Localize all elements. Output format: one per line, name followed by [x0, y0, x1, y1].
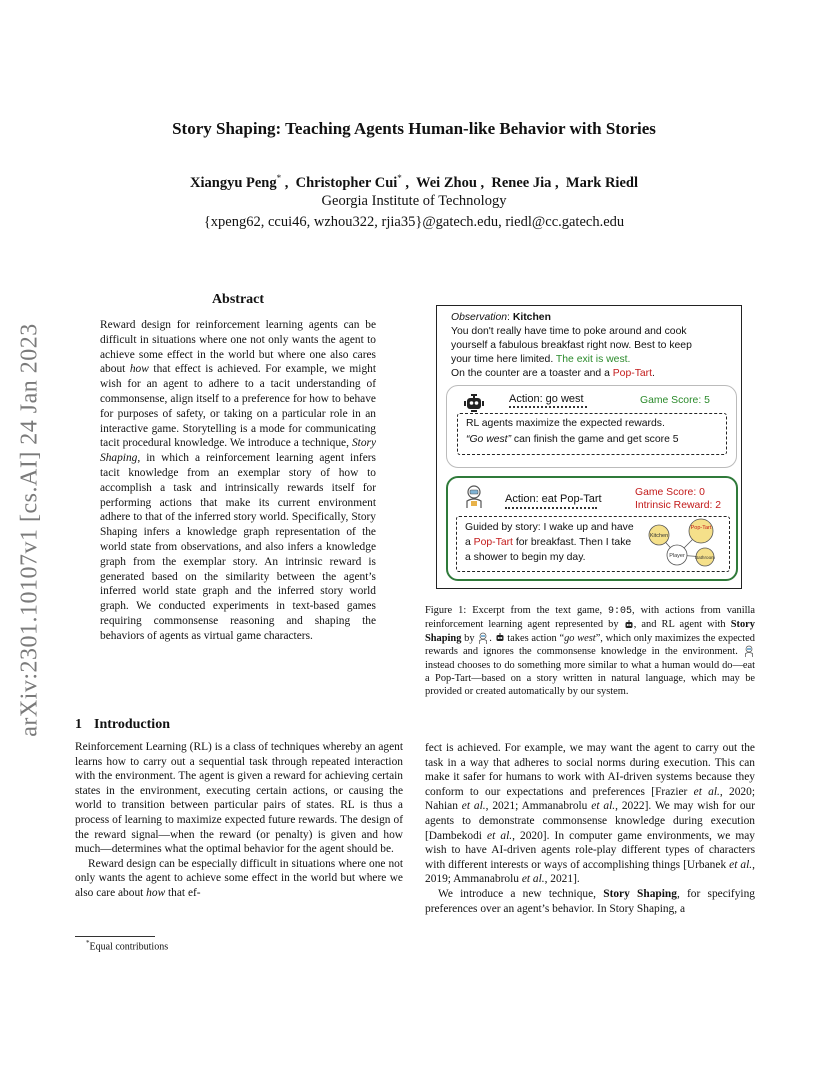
author-list: Xiangyu Peng* , Christopher Cui* , Wei Zhou , Renee Jia , Mark Riedl — [190, 173, 638, 191]
author-name: Renee Jia — [491, 174, 552, 191]
caption-emphasis: Story Shaping — [425, 619, 755, 644]
pop-tart-highlight: Pop-Tart — [612, 368, 653, 379]
paragraph — [425, 887, 755, 916]
citation-etal: et al. — [461, 800, 486, 813]
action-underline — [509, 406, 587, 408]
arxiv-stamp-text: arXiv:2301.10107v1 [cs.AI] 24 Jan 2023 — [16, 323, 43, 737]
abstract-text: , in which a reinforcement learning agent infers tacit knowledge from an exemplar story of how to accomplish a task and intrinsically rewards itself for performing actions that make its current environment adhere to that of the inferred story world. Specifically, Story Shaping infers a knowledge graph representation of the world state from observations, and also infers a knowledge graph from the exemplar story. An intrinsic reward is generated based on the similarity between the agent’s inferred world state graph and the inferred story world graph. We conducted experiments in text-based games requiring commonsense reasoning and shaping the behaviors of agents as virtual game characters. — [100, 452, 376, 642]
rl-note-box — [457, 413, 727, 455]
caption-text: , with actions from vanilla reinforcement learning agent represented by — [425, 605, 755, 631]
caption-text: by — [461, 632, 478, 644]
arxiv-stamp — [15, 300, 45, 760]
intro-column-right — [425, 741, 755, 916]
caption-text: . — [489, 632, 495, 644]
abstract-emphasis: Story Shaping — [100, 437, 376, 465]
figure-1 — [436, 305, 742, 589]
author-mark: * — [397, 173, 402, 183]
action-underline — [505, 507, 597, 509]
paragraph-text: , 2020; Nahian — [425, 785, 755, 813]
paragraph-text: , 2022]. We may wish for our agents to demonstrate commonsense knowledge during execution [Dambekodi — [425, 800, 755, 842]
paragraph-text: , 2021]. — [544, 873, 580, 886]
author-mark: * — [276, 173, 282, 183]
caption-text: , and RL agent with — [633, 619, 731, 631]
story-guide-box — [456, 516, 730, 572]
paragraph-text: We introduce a new technique, — [438, 887, 604, 900]
citation-etal: et al. — [591, 800, 616, 813]
robot-icon — [495, 633, 505, 643]
caption-text: instead chooses to do something more similar to what a human would do—eat a Pop-Tart—based on a story written in natural language, which may be provided or created automatically by our system. — [425, 659, 755, 698]
footnote-mark: * — [86, 939, 90, 947]
citation-etal: et al. — [487, 829, 513, 842]
caption-text: takes action “ — [504, 632, 565, 644]
observation-line: yourself a fabulous breakfast right now. Best to keep — [451, 340, 692, 351]
robot-icon — [624, 620, 634, 630]
caption-emphasis: go west — [564, 632, 596, 644]
paragraph-text: that ef- — [165, 886, 201, 899]
observation-room: Kitchen — [512, 312, 551, 323]
paragraph-text: , 2021; Ammanabrolu — [485, 800, 592, 813]
author-name: Wei Zhou — [416, 174, 477, 191]
paragraph-text: , for specifying preferences over an agent’s behavior. In Story Shaping, a — [425, 887, 755, 915]
kg-node-label: Bathroom — [695, 555, 715, 560]
footnote-text: Equal contributions — [89, 941, 169, 953]
story-line: for breakfast. Then I take — [512, 537, 632, 548]
story-line: a — [465, 537, 474, 548]
rl-agent-panel — [446, 385, 737, 468]
paragraph-text: , 2020]. In computer game environments, we may wish to have AI-driven agents role-play different types of characters with different interests or ways of accomplishing things [Urbanek — [425, 829, 755, 871]
rl-action: Action: go west — [509, 393, 584, 405]
abstract-body — [100, 318, 376, 644]
observation-line: On the counter are a toaster and a — [451, 368, 613, 379]
game-title: 9:05 — [608, 606, 633, 617]
section-title: Introduction — [94, 717, 170, 732]
paragraph-emphasis: how — [146, 886, 166, 899]
observation-label: Observation — [451, 312, 508, 323]
story-game-score: Game Score: 0 — [635, 487, 705, 498]
story-agent-icon — [743, 645, 755, 658]
section-heading — [75, 717, 170, 733]
author-emails: {xpeng62, ccui46, wzhou322, rjia35}@gatech.edu, riedl@cc.gatech.edu — [203, 214, 625, 230]
kg-node-label: Kitchen — [649, 533, 669, 539]
paragraph-emphasis: Story Shaping — [603, 887, 677, 900]
citation-etal: et al. — [693, 785, 720, 798]
kg-node-label: Player — [669, 553, 685, 559]
paragraph-text: , 2019; Ammanabrolu — [425, 858, 755, 886]
robot-icon — [464, 393, 484, 413]
paragraph-text: Reward design can be especially difficult in situations where one not only wants the agent to achieve some effect in the world but where we also care about — [75, 857, 403, 899]
abstract-emphasis: how — [129, 363, 149, 376]
pop-tart-highlight: Pop-Tart — [473, 537, 513, 548]
kg-node-label: Pop-Tart — [690, 525, 712, 531]
exit-hint: The exit is west. — [555, 354, 631, 365]
abstract-heading: Abstract — [211, 292, 265, 307]
observation-line: your time here limited. — [451, 354, 556, 365]
paragraph — [75, 857, 403, 901]
abstract-text: Reward design for reinforcement learning agents can be difficult in situations where one not only wants the agent to achieve some effect in the world but where one also cares about — [100, 319, 376, 376]
observation-period: . — [652, 368, 655, 379]
figure-caption — [425, 604, 755, 699]
paragraph-text: fect is achieved. For example, we may want the agent to carry out the task in a way that adheres to social norms during execution. This can make it safer for humans to work with AI-driven systems because they conform to our expectations and preferences [Frazier — [425, 742, 755, 798]
citation-etal: et al. — [521, 873, 545, 886]
caption-text: ”, which only maximizes the expected rewards and ignores the commonsense knowledge in the environment. — [425, 632, 755, 658]
paragraph: Reinforcement Learning (RL) is a class of techniques whereby an agent learns how to carry out a sequential task through repeated interaction with the environment. The agent is given a reward for achieving certain states in the environment, executing certain actions, or causing the world to transition between particular pairs of states. RL is thus a process of learning to maximize expected future rewards. The design of the reward signal—when the reward (or penalty) is given and how much—determines what the optimal behavior for the agent should be. — [75, 741, 403, 856]
footnote — [86, 939, 168, 952]
rl-game-score: Game Score: 5 — [640, 395, 710, 406]
intrinsic-reward: Intrinsic Reward: 2 — [635, 500, 722, 511]
paragraph — [425, 741, 755, 887]
citation-etal: et al. — [729, 858, 753, 871]
author-name: Xiangyu Peng — [190, 174, 277, 191]
paper-title: Story Shaping: Teaching Agents Human-like Behavior with Stories — [172, 119, 656, 138]
author-name: Christopher Cui — [295, 174, 398, 191]
caption-text: Figure 1: Excerpt from the text game, — [425, 605, 609, 616]
story-action: Action: eat Pop-Tart — [505, 493, 602, 505]
rl-note-line: can finish the game and get score 5 — [511, 434, 679, 445]
story-shaping-panel — [446, 476, 738, 581]
section-number: 1 — [75, 717, 82, 732]
story-agent-icon — [477, 632, 489, 645]
story-agent-icon — [462, 484, 486, 510]
knowledge-graph — [643, 517, 727, 569]
observation-text: Observation: Kitchen You don't really have time to poke around and cook yourself a fabulous breakfast right now. Best to keep your time here limited. The exit is west. On the counter are a toaster and a Pop-Tart. — [451, 311, 737, 381]
observation-line: You don't really have time to poke around and cook — [451, 326, 687, 337]
affiliation: Georgia Institute of Technology — [321, 193, 507, 209]
story-line: a shower to begin my day. — [465, 552, 586, 563]
go-west-quote: “Go west” — [466, 434, 512, 445]
footnote-rule — [75, 936, 155, 937]
intro-column-left — [75, 740, 403, 901]
abstract-text: that effect is achieved. For example, we might wish for an agent to adhere to a tacit understanding of commonsense, align itself to a preference for how to behave for purposes of safety, or taking on a particular role in an interactive game. Storytelling is a mode for communicating tacit procedural knowledge. We introduce a technique, — [100, 363, 377, 450]
rl-note-line: RL agents maximize the expected rewards. — [466, 418, 665, 429]
author-name: Mark Riedl — [565, 174, 638, 191]
story-line: Guided by story: I wake up and have — [465, 522, 634, 533]
